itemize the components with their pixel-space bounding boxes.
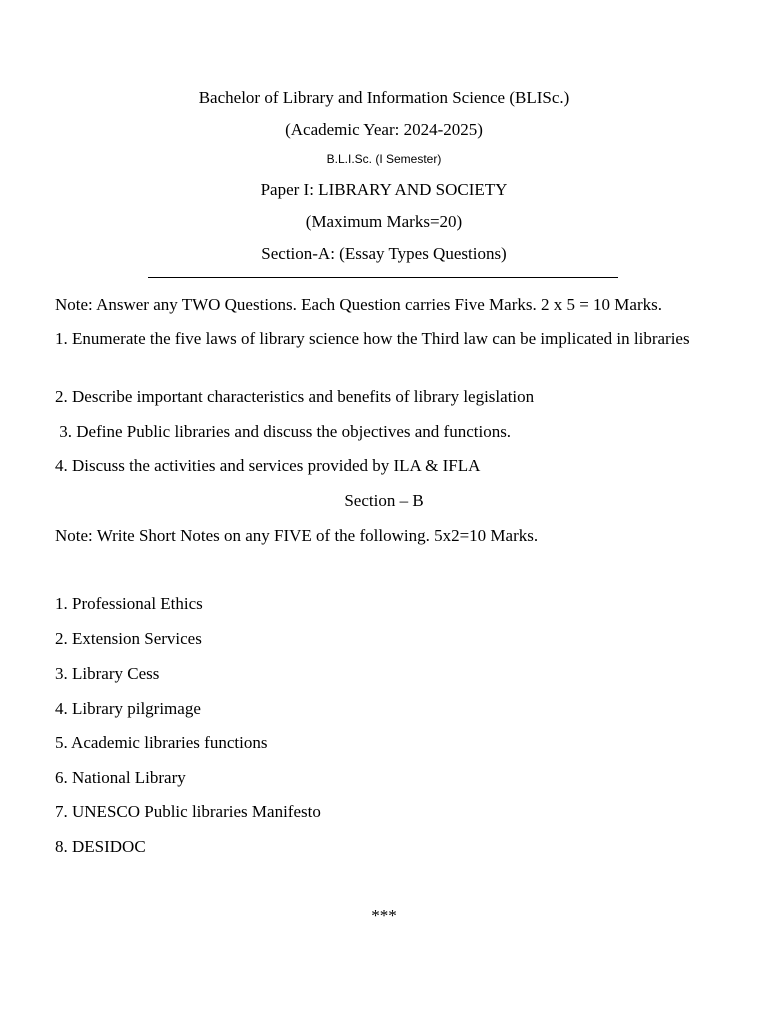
short-note-item-3: 3. Library Cess [55,664,160,683]
short-note-item-1: 1. Professional Ethics [55,594,203,613]
question-4: 4. Discuss the activities and services provided by ILA & IFLA [55,456,481,475]
section-b-title: Section – B [344,491,424,510]
end-mark: *** [371,906,397,925]
short-note-item-7: 7. UNESCO Public libraries Manifesto [55,802,321,821]
short-note-item-5: 5. Academic libraries functions [55,733,268,752]
academic-year: (Academic Year: 2024-2025) [285,120,483,139]
paper-title: Paper I: LIBRARY AND SOCIETY [260,180,508,199]
divider-rule [148,277,618,278]
question-1: 1. Enumerate the five laws of library science how the Third law can be implicated in libraries [55,329,690,348]
question-2: 2. Describe important characteristics and benefits of library legislation [55,387,535,406]
program-title: Bachelor of Library and Information Science (BLISc.) [198,88,570,107]
short-note-item-6: 6. National Library [55,768,186,787]
short-note-item-2: 2. Extension Services [55,629,202,648]
short-note-item-4: 4. Library pilgrimage [55,699,201,718]
short-note-item-8: 8. DESIDOC [55,837,146,856]
section-a-title: Section-A: (Essay Types Questions) [261,244,507,263]
question-3: 3. Define Public libraries and discuss the objectives and functions. [55,422,512,441]
section-b-note: Note: Write Short Notes on any FIVE of the following. 5x2=10 Marks. [55,526,539,545]
max-marks: (Maximum Marks=20) [305,212,463,231]
semester-label: B.L.I.Sc. (I Semester) [326,152,442,166]
section-a-note: Note: Answer any TWO Questions. Each Question carries Five Marks. 2 x 5 = 10 Marks. [55,295,662,314]
